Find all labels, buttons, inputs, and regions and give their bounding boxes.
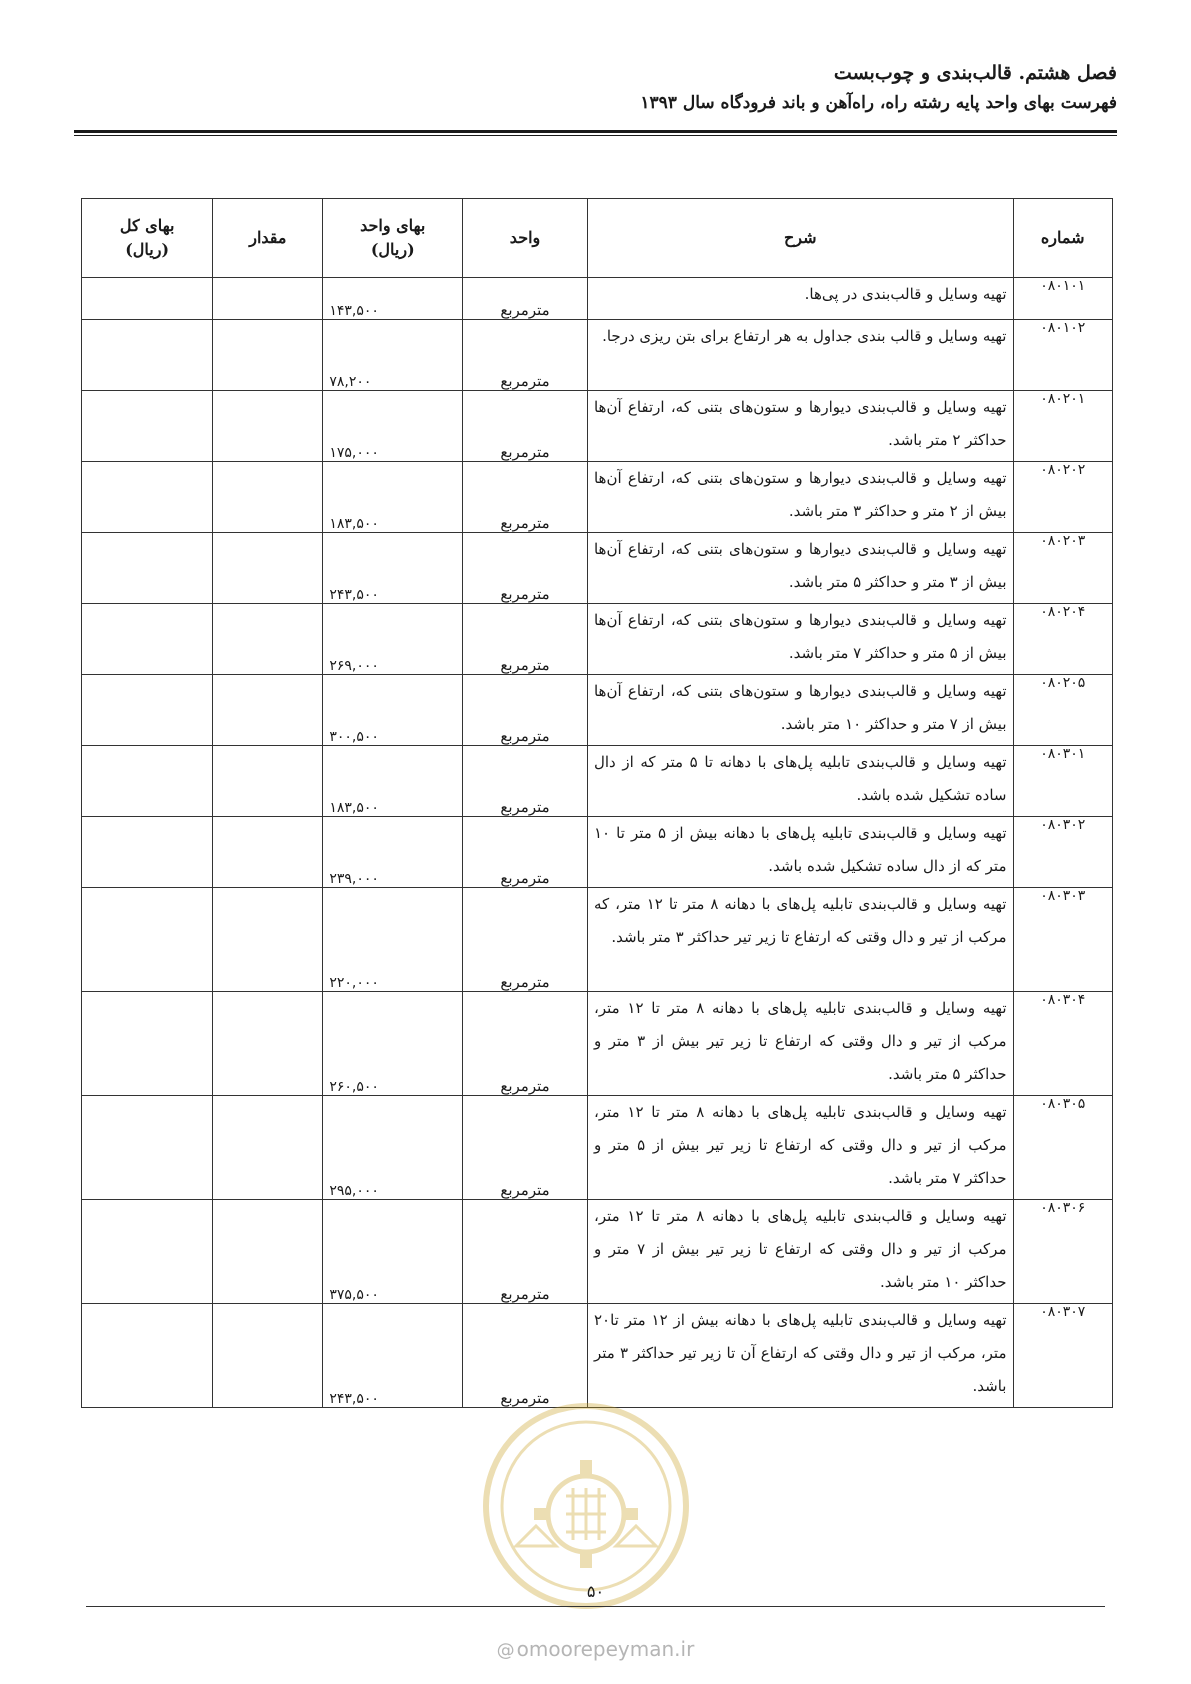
item-unit: مترمربع (463, 888, 588, 992)
item-description: تهیه وسایل و قالب‌بندی تابلیه پل‌های با دهانه بیش از ۵ متر تا ۱۰ متر که از دال ساده تشکیل شده باشد. (587, 817, 1013, 888)
item-quantity (213, 533, 323, 604)
table-row (82, 1096, 1113, 1200)
item-number: ۰۸۰۳۰۳ (1013, 888, 1113, 992)
item-unit: مترمربع (463, 992, 588, 1096)
footer-rule (86, 1606, 1105, 1607)
header-number: شماره (1013, 199, 1113, 278)
item-description: تهیه وسایل و قالب‌بندی در پی‌ها. (587, 278, 1013, 320)
table-row (82, 604, 1113, 675)
watermark-url (0, 1637, 1191, 1661)
item-unit-price: ۲۲۰,۰۰۰ (323, 888, 463, 992)
item-quantity (213, 1304, 323, 1408)
item-total-price (82, 391, 213, 462)
item-unit: مترمربع (463, 320, 588, 391)
item-unit-price: ۱۷۵,۰۰۰ (323, 391, 463, 462)
table-row (82, 888, 1113, 992)
item-unit: مترمربع (463, 391, 588, 462)
item-unit: مترمربع (463, 533, 588, 604)
header-unit-price-label: بهای واحد (360, 216, 426, 235)
item-number: ۰۸۰۲۰۵ (1013, 675, 1113, 746)
document-subtitle: فهرست بهای واحد پایه رشته راه، راه‌آهن و باند فرودگاه سال ۱۳۹۳ (640, 93, 1117, 113)
item-quantity (213, 604, 323, 675)
item-unit-price: ۱۸۳,۵۰۰ (323, 746, 463, 817)
table-row (82, 817, 1113, 888)
item-description: تهیه وسایل و قالب‌بندی دیوارها و ستون‌های بتنی که، ارتفاع آن‌ها بیش از ۵ متر و حداکثر ۷ متر باشد. (587, 604, 1013, 675)
page-header (74, 58, 1117, 118)
item-unit: مترمربع (463, 746, 588, 817)
table-row (82, 533, 1113, 604)
item-unit-price: ۲۹۵,۰۰۰ (323, 1096, 463, 1200)
item-quantity (213, 462, 323, 533)
item-total-price (82, 533, 213, 604)
item-total-price (82, 1304, 213, 1408)
item-total-price (82, 817, 213, 888)
header-unit-price (323, 199, 463, 278)
header-description: شرح (587, 199, 1013, 278)
at-icon: @ (496, 1640, 515, 1661)
item-number: ۰۸۰۲۰۲ (1013, 462, 1113, 533)
watermark-url-text: omoorepeyman.ir (516, 1637, 695, 1661)
item-unit: مترمربع (463, 278, 588, 320)
header-total-price-currency: (ریال) (125, 240, 170, 259)
item-unit-price: ۱۸۳,۵۰۰ (323, 462, 463, 533)
item-quantity (213, 278, 323, 320)
item-total-price (82, 992, 213, 1096)
item-total-price (82, 675, 213, 746)
table-row (82, 746, 1113, 817)
page-number: ۵۰ (586, 1582, 605, 1601)
item-quantity (213, 391, 323, 462)
table-body (82, 278, 1113, 1408)
item-unit-price: ۲۴۳,۵۰۰ (323, 533, 463, 604)
item-unit-price: ۱۴۳,۵۰۰ (323, 278, 463, 320)
header-rule-thick (74, 130, 1117, 133)
item-number: ۰۸۰۲۰۴ (1013, 604, 1113, 675)
table-row (82, 391, 1113, 462)
item-description: تهیه وسایل و قالب‌بندی تابلیه پل‌های با دهانه ۸ متر تا ۱۲ متر، مرکب از تیر و دال وقتی که ارتفاع تا زیر تیر بیش از ۳ متر و حداکثر ۵ متر باشد. (587, 992, 1013, 1096)
item-description: تهیه وسایل و قالب‌بندی تابلیه پل‌های با دهانه بیش از ۱۲ متر تا۲۰ متر، مرکب از تیر و دال وقتی که ارتفاع آن تا زیر تیر حداکثر ۳ متر باشد. (587, 1304, 1013, 1408)
item-quantity (213, 817, 323, 888)
item-unit: مترمربع (463, 1096, 588, 1200)
item-total-price (82, 278, 213, 320)
item-unit-price: ۲۶۹,۰۰۰ (323, 604, 463, 675)
header-total-price (82, 199, 213, 278)
item-description: تهیه وسایل و قالب‌بندی دیوارها و ستون‌های بتنی که، ارتفاع آن‌ها حداکثر ۲ متر باشد. (587, 391, 1013, 462)
item-unit-price: ۳۰۰,۵۰۰ (323, 675, 463, 746)
table-row (82, 1304, 1113, 1408)
item-number: ۰۸۰۱۰۲ (1013, 320, 1113, 391)
item-unit-price: ۲۳۹,۰۰۰ (323, 817, 463, 888)
header-unit: واحد (463, 199, 588, 278)
header-total-price-label: بهای کل (119, 216, 175, 235)
item-unit-price: ۷۸,۲۰۰ (323, 320, 463, 391)
item-description: تهیه وسایل و قالب‌بندی دیوارها و ستون‌های بتنی که، ارتفاع آن‌ها بیش از ۲ متر و حداکثر ۳ متر باشد. (587, 462, 1013, 533)
item-total-price (82, 320, 213, 391)
table-row (82, 462, 1113, 533)
item-quantity (213, 1096, 323, 1200)
header-quantity: مقدار (213, 199, 323, 278)
item-unit: مترمربع (463, 675, 588, 746)
item-total-price (82, 462, 213, 533)
item-total-price (82, 1096, 213, 1200)
item-unit-price: ۲۶۰,۵۰۰ (323, 992, 463, 1096)
price-list-table (81, 198, 1113, 1408)
item-total-price (82, 604, 213, 675)
item-total-price (82, 746, 213, 817)
item-number: ۰۸۰۳۰۵ (1013, 1096, 1113, 1200)
item-unit: مترمربع (463, 1304, 588, 1408)
item-description: تهیه وسایل و قالب‌بندی تابلیه پل‌های با دهانه ۸ متر تا ۱۲ متر، مرکب از تیر و دال وقتی که ارتفاع تا زیر تیر بیش از ۷ متر و حداکثر ۱۰ متر باشد. (587, 1200, 1013, 1304)
item-unit: مترمربع (463, 462, 588, 533)
item-description: تهیه وسایل و قالب‌بندی دیوارها و ستون‌های بتنی که، ارتفاع آن‌ها بیش از ۳ متر و حداکثر ۵ متر باشد. (587, 533, 1013, 604)
item-quantity (213, 675, 323, 746)
table-header-row (82, 199, 1113, 278)
item-quantity (213, 746, 323, 817)
item-number: ۰۸۰۱۰۱ (1013, 278, 1113, 320)
header-unit-price-currency: (ریال) (370, 240, 415, 259)
item-description: تهیه وسایل و قالب‌بندی تابلیه پل‌های با دهانه تا ۵ متر که از دال ساده تشکیل شده باشد. (587, 746, 1013, 817)
table-row (82, 1200, 1113, 1304)
item-number: ۰۸۰۲۰۳ (1013, 533, 1113, 604)
table-row (82, 320, 1113, 391)
table-row (82, 278, 1113, 320)
item-number: ۰۸۰۳۰۷ (1013, 1304, 1113, 1408)
item-number: ۰۸۰۳۰۴ (1013, 992, 1113, 1096)
item-unit: مترمربع (463, 817, 588, 888)
item-description: تهیه وسایل و قالب‌بندی دیوارها و ستون‌های بتنی که، ارتفاع آن‌ها بیش از ۷ متر و حداکثر ۱۰ متر باشد. (587, 675, 1013, 746)
item-description: تهیه وسایل و قالب بندی جداول به هر ارتفاع برای بتن ریزی درجا. (587, 320, 1013, 391)
item-quantity (213, 320, 323, 391)
item-unit: مترمربع (463, 604, 588, 675)
item-quantity (213, 888, 323, 992)
item-unit-price: ۳۷۵,۵۰۰ (323, 1200, 463, 1304)
item-number: ۰۸۰۳۰۱ (1013, 746, 1113, 817)
table-row (82, 992, 1113, 1096)
chapter-title: فصل هشتم. قالب‌بندی و چوب‌بست (833, 62, 1117, 84)
item-unit: مترمربع (463, 1200, 588, 1304)
item-total-price (82, 888, 213, 992)
table-row (82, 675, 1113, 746)
item-number: ۰۸۰۳۰۶ (1013, 1200, 1113, 1304)
item-number: ۰۸۰۲۰۱ (1013, 391, 1113, 462)
header-rule-thin (74, 135, 1117, 136)
item-unit-price: ۲۴۳,۵۰۰ (323, 1304, 463, 1408)
item-quantity (213, 1200, 323, 1304)
item-description: تهیه وسایل و قالب‌بندی تابلیه پل‌های با دهانه ۸ متر تا ۱۲ متر، که مرکب از تیر و دال وقتی که ارتفاع تا زیر تیر حداکثر ۳ متر باشد. (587, 888, 1013, 992)
item-description: تهیه وسایل و قالب‌بندی تابلیه پل‌های با دهانه ۸ متر تا ۱۲ متر، مرکب از تیر و دال وقتی که ارتفاع تا زیر تیر بیش از ۵ متر و حداکثر ۷ متر باشد. (587, 1096, 1013, 1200)
item-total-price (82, 1200, 213, 1304)
item-quantity (213, 992, 323, 1096)
item-number: ۰۸۰۳۰۲ (1013, 817, 1113, 888)
